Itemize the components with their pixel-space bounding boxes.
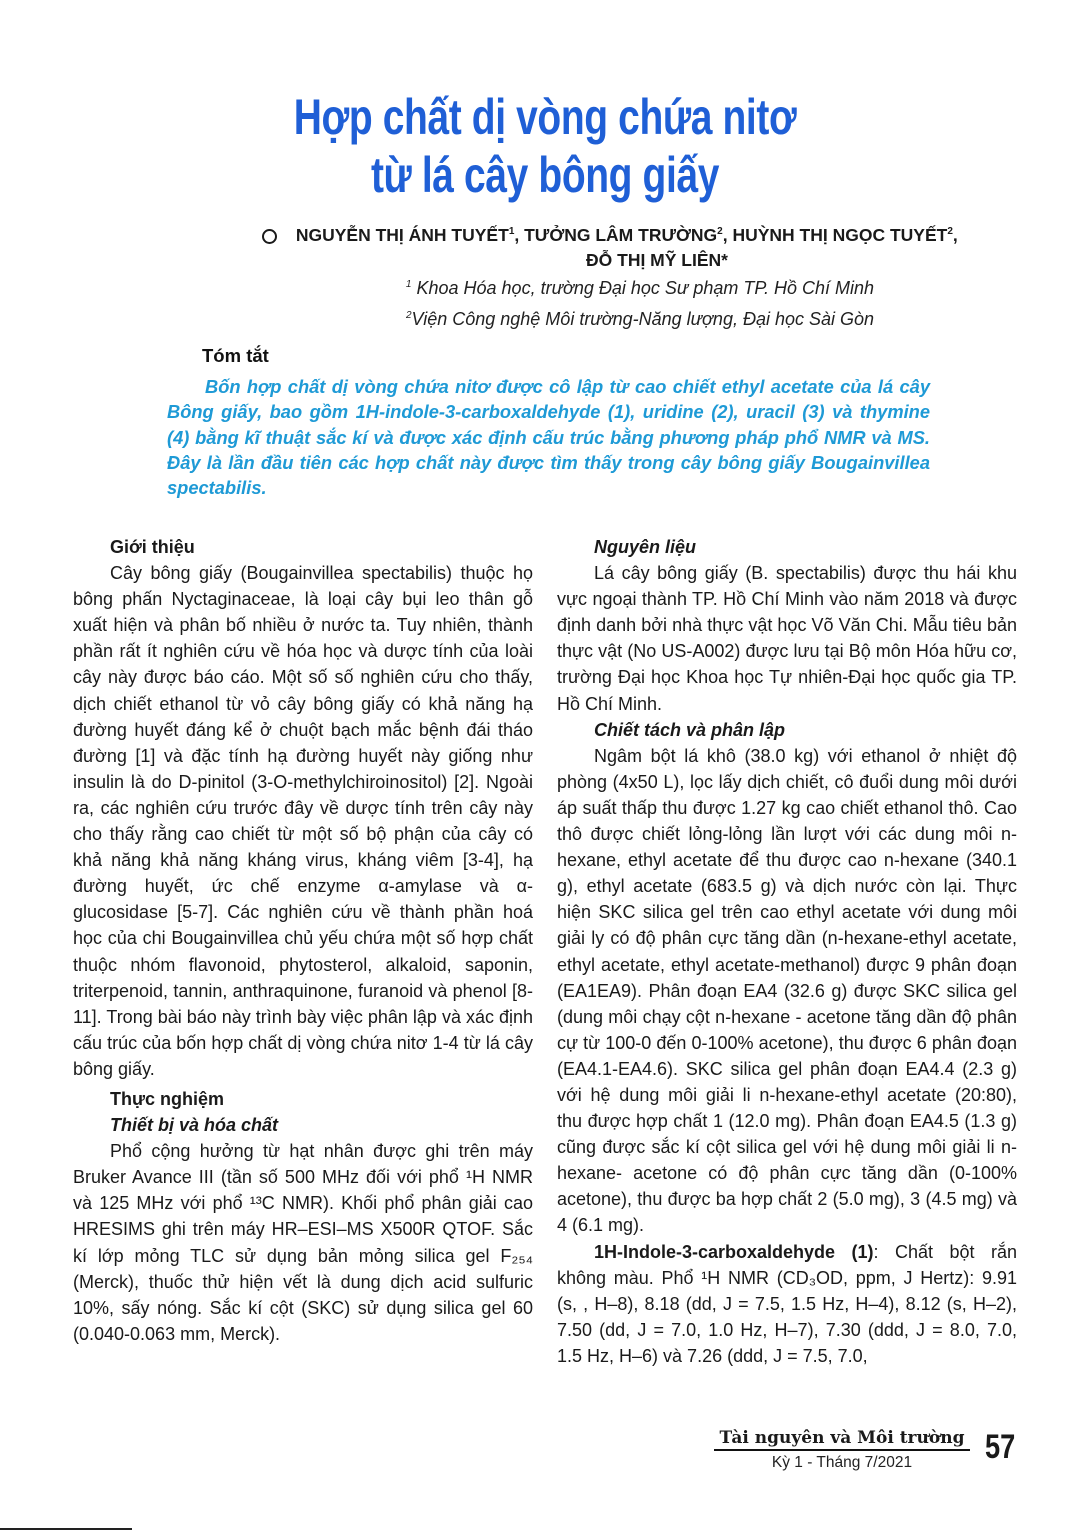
extraction-paragraph: Ngâm bột lá khô (38.0 kg) với ethanol ở nhiệt độ phòng (4x50 L), lọc lấy dịch chiết, cô đuổi dung môi dưới áp suất thấp thu được 1.27 kg cao chiết ethanol thô. Cao thô được chiết lỏng-lỏng lần lượt với các dung môi n-hexane, ethyl acetate để thu được cao n-hexane (340.1 g), ethyl acetate (683.5 g) và dịch nước còn lại. Thực hiện SKC silica gel trên cao ethyl acetate với dung môi giải ly có độ phân cực tăng dần (n-hexane-ethyl acetate, ethyl acetate, ethyl acetate-methanol) được 9 phân đoạn (EA1EA9). Phân đoạn EA4 (32.6 g) được SKC silica gel (dung môi chạy cột n-hexane - acetone tăng dần độ phân cự từ 100-0 đến 0-100% acetone), thu được 6 phân đoạn (EA4.1-EA4.6). SKC silica gel phân đoạn EA4.4 (2.3 g) với hệ dung môi giải li n-hexane-ethyl acetate (20:80), thu được hợp chất 1 (12.0 mg). Phân đoạn EA4.5 (1.3 g) cũng được sắc kí cột silica gel với hệ dung môi giải li n-hexane- acetone có độ phân cực tăng dần (0-100% acetone), thu được ba hợp chất 2 (5.0 mg), 3 (4.5 mg) và 4 (6.1 mg). <box>557 745 1017 1236</box>
author: ĐỖ THỊ MỸ LIÊN* <box>586 249 728 270</box>
subsection-heading-equipment: Thiết bị và hóa chất <box>110 1115 279 1136</box>
author-list <box>262 219 1022 273</box>
right-column <box>557 534 1017 1369</box>
affiliation: $^1$ Khoa Hóa học, trường Đại học Sư phạm TP. Hồ Chí Minh <box>405 278 875 298</box>
section-heading-intro: Giới thiệu <box>110 537 195 557</box>
section-heading-experiment: Thực nghiệm <box>110 1088 225 1109</box>
affiliations <box>300 271 980 333</box>
author: HUỲNH THỊ NGỌC TUYẾT$^2$, <box>732 224 958 245</box>
journal-name: Tài nguyên và Môi trường <box>714 1428 970 1451</box>
compound-paragraph: 1H-Indole-3-carboxaldehyde (1): Chất bột rắn không màu. Phổ ¹H NMR (CD₃OD, ppm, J Hertz): 9.91 (s, , H–8), 8.18 (dd, J = 7.5, 1.5 Hz, H–4), 8.12 (s, H–2), 7.50 (dd, J = 7.0, 1.0 Hz, H–7), 7.30 (ddd, J = 8.0, 7.0, 1.5 Hz, H–6) và 7.26 (ddd, J = 7.5, 7.0, <box>557 1241 1017 1366</box>
abstract-text: Bốn hợp chất dị vòng chứa nitơ được cô lập từ cao chiết ethyl acetate của lá cây Bông giấy, bao gồm 1H-indole-3-carboxaldehyde (1), uridine (2), uracil (3) và thymine (4) bằng kĩ thuật sắc kí và được xác định cấu trúc bằng phương pháp phổ NMR và MS. Đây là lần đầu tiên các hợp chất này được tìm thấy trong cây bông giấy Bougainvillea spectabilis. <box>167 376 930 499</box>
subsection-heading-material: Nguyên liệu <box>594 537 697 557</box>
article-title-line2: từ lá cây bông giấy <box>370 147 720 203</box>
intro-paragraph: Cây bông giấy (Bougainvillea spectabilis) thuộc họ bông phấn Nyctaginaceae, là loại cây bụi leo thân gỗ xuất hiện và phân bố nhiều ở nước ta. Tuy nhiên, thành phần rất ít nghiên cứu về hóa học và dược tính của loài cây này được báo cáo. Một số số nghiên cứu cho thấy, dịch chiết ethanol từ vỏ cây bông giấy có khả năng hạ đường huyết đáng kể ở chuột bạch mắc bệnh đái tháo đường [1] và đặc tính hạ đường huyết này giống như insulin là do D-pinitol (3-O-methylchiroinositol) [2]. Ngoài ra, các nghiên cứu trước đây về dược tính trên cây này cho thấy rằng cao chiết từ một số bộ phận của cây có khả năng khả năng kháng virus, kháng viêm [3-4], hạ đường huyết, ức chế enzyme α-amylase và α-glucosidase [5-7]. Các nghiên cứu về thành phần hoá học của chi Bougainvillea chủ yếu chứa một số hợp chất thuộc nhóm flavonoid, phytosterol, alkaloid, saponin, triterpenoid, tannin, anthraquinone, furanoid và phenol [8-11]. Trong bài báo này trình bày việc phân lập và xác định cấu trúc của bốn hợp chất dị vòng chứa nitơ 1-4 từ lá cây bông giấy. <box>73 563 533 1079</box>
compound-name: 1H-Indole-3-carboxaldehyde (1) <box>594 1241 874 1262</box>
article-title-line1: Hợp chất dị vòng chứa nitơ <box>293 89 797 145</box>
page-number: 57 <box>985 1428 1016 1466</box>
journal-issue: Kỳ 1 - Tháng 7/2021 <box>771 1454 913 1471</box>
equipment-paragraph: Phổ cộng hưởng từ hạt nhân được ghi trên máy Bruker Avance III (tần số 500 MHz đối với phổ ¹H NMR và 125 MHz với phổ ¹³C NMR). Khối phổ phân giải cao HRESIMS ghi trên máy HR–ESI–MS X500R QTOF. Sắc kí lớp mỏng TLC sử dụng bản mỏng silica gel F₂₅₄ (Merck), thuốc thử hiện vết là dung dịch acid sulfuric 10%, sấy nóng. Sắc kí cột (SKC) sử dụng silica gel 60 (0.040-0.063 mm, Merck). <box>73 1141 533 1344</box>
circle-bullet-icon <box>262 229 277 244</box>
abstract-heading: Tóm tắt <box>202 345 269 366</box>
author: TƯỞNG LÂM TRƯỜNG$^2$, <box>524 224 733 245</box>
material-paragraph: Lá cây bông giấy (B. spectabilis) được thu hái khu vực ngoại thành TP. Hồ Chí Minh vào năm 2018 và được định danh bởi nhà thực vật học Võ Văn Chi. Mẫu tiêu bản thực vật (No US-A002) được lưu tại Bộ môn Hóa hữu cơ, trường Đại học Khoa học Tự nhiên-Đại học quốc gia TP. Hồ Chí Minh. <box>557 563 1017 714</box>
left-column <box>73 534 533 1347</box>
bottom-rule <box>0 1528 132 1530</box>
subsection-heading-extraction: Chiết tách và phân lập <box>594 719 786 740</box>
affiliation: $^2$Viện Công nghệ Môi trường-Năng lượng, Đại học Sài Gòn <box>405 309 875 329</box>
author: NGUYỄN THỊ ÁNH TUYẾT$^1$, <box>295 224 525 245</box>
